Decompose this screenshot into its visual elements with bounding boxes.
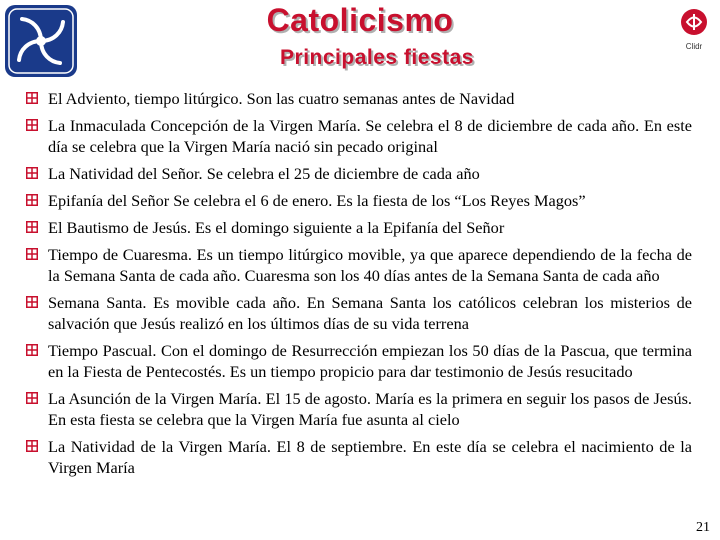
list-item — [26, 436, 692, 478]
list-item — [26, 88, 692, 109]
list-item — [26, 340, 692, 382]
square-cross-bullet-icon — [26, 167, 38, 179]
square-cross-bullet-icon — [26, 194, 38, 206]
square-cross-bullet-icon — [26, 248, 38, 260]
list-item-text: La Natividad del Señor. Se celebra el 25 de diciembre de cada año — [48, 164, 480, 183]
square-cross-bullet-icon — [26, 221, 38, 233]
list-item-text: Tiempo Pascual. Con el domingo de Resurrección empiezan los 50 días de la Pascua, que termina en la Fiesta de Pentecostés. Es un tiempo propicio para dar testimonio de Jesús resucitado — [48, 341, 692, 381]
list-item-text: La Natividad de la Virgen María. El 8 de septiembre. En este día se celebra el nacimiento de la Virgen María — [48, 437, 692, 477]
list-item-text: El Bautismo de Jesús. Es el domingo siguiente a la Epifanía del Señor — [48, 218, 505, 237]
square-cross-bullet-icon — [26, 440, 38, 452]
list-item — [26, 388, 692, 430]
square-cross-bullet-icon — [26, 119, 38, 131]
page-subtitle: Principales fiestas — [280, 46, 474, 69]
brand-emblem — [676, 8, 712, 51]
list-item — [26, 190, 692, 211]
brand-label: Clidr — [685, 42, 703, 51]
list-item — [26, 244, 692, 286]
feast-list — [26, 88, 692, 484]
list-item-text: La Asunción de la Virgen María. El 15 de agosto. María es la primera en seguir los pasos de Jesús. En esta fiesta se celebra que la Virgen María fue asunta al cielo — [48, 389, 692, 429]
page-title: Catolicismo — [266, 2, 454, 38]
list-item — [26, 292, 692, 334]
list-item — [26, 163, 692, 184]
square-cross-bullet-icon — [26, 344, 38, 356]
list-item-text: Tiempo de Cuaresma. Es un tiempo litúrgico movible, ya que aparece dependiendo de la fecha de la Semana Santa de cada año. Cuaresma son los 40 días antes de la Semana Santa de cada año — [48, 245, 692, 285]
list-item-text: Semana Santa. Es movible cada año. En Semana Santa los católicos celebran los misterios de salvación que Jesús realizó en los últimos días de su vida terrena — [48, 293, 692, 333]
square-cross-bullet-icon — [26, 296, 38, 308]
list-item — [26, 217, 692, 238]
square-cross-bullet-icon — [26, 92, 38, 104]
page-number: 21 — [696, 520, 710, 535]
list-item-text: La Inmaculada Concepción de la Virgen María. Se celebra el 8 de diciembre de cada año. En este día se celebra que la Virgen María nació sin pecado original — [48, 116, 692, 156]
list-item-text: Epifanía del Señor Se celebra el 6 de enero. Es la fiesta de los “Los Reyes Magos” — [48, 191, 586, 210]
list-item-text: El Adviento, tiempo litúrgico. Son las cuatro semanas antes de Navidad — [48, 89, 515, 108]
square-cross-bullet-icon — [26, 392, 38, 404]
brand-emblem-icon — [680, 8, 708, 36]
list-item — [26, 115, 692, 157]
